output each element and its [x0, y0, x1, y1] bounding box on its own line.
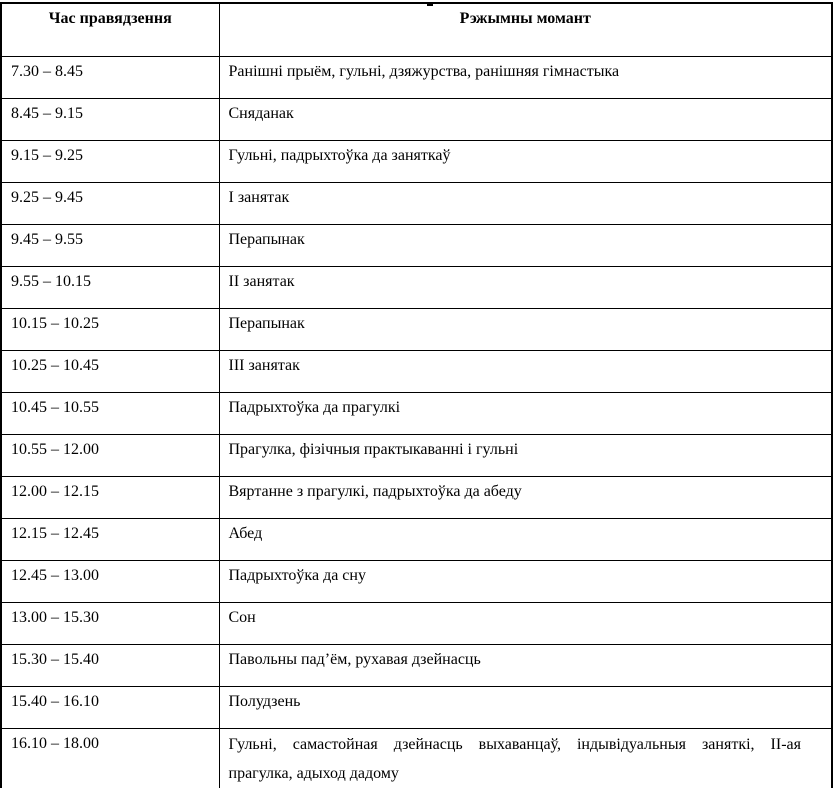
- activity-cell: Сон: [219, 602, 832, 644]
- table-row: [1, 140, 832, 182]
- table-row: [1, 182, 832, 224]
- time-cell: 10.45 – 10.55: [1, 392, 219, 434]
- activity-cell: ІІ занятак: [219, 266, 832, 308]
- document-page: [0, 2, 835, 788]
- activity-cell: Прагулка, фізічныя практыкаванні і гульні: [219, 434, 832, 476]
- cropped-title-glyph: [427, 2, 433, 6]
- activity-cell: Полудзень: [219, 686, 832, 728]
- activity-cell: І занятак: [219, 182, 832, 224]
- table-row: [1, 602, 832, 644]
- table-row: [1, 434, 832, 476]
- time-cell: 10.25 – 10.45: [1, 350, 219, 392]
- table-row: [1, 224, 832, 266]
- table-row: [1, 266, 832, 308]
- table-body: [1, 56, 832, 788]
- time-cell: 16.10 – 18.00: [1, 728, 219, 788]
- activity-column-header: Рэжымны момант: [219, 3, 832, 56]
- schedule-table: [0, 2, 833, 788]
- table-row: [1, 644, 832, 686]
- table-row: [1, 476, 832, 518]
- table-row: [1, 392, 832, 434]
- table-row: [1, 308, 832, 350]
- time-cell: 15.40 – 16.10: [1, 686, 219, 728]
- activity-cell: Перапынак: [219, 224, 832, 266]
- activity-cell: Сняданак: [219, 98, 832, 140]
- time-column-header: Час правядзення: [1, 3, 219, 56]
- table-row: [1, 98, 832, 140]
- time-cell: 13.00 – 15.30: [1, 602, 219, 644]
- activity-cell: Павольны пад’ём, рухавая дзейнасць: [219, 644, 832, 686]
- time-cell: 12.45 – 13.00: [1, 560, 219, 602]
- activity-cell: Падрыхтоўка да сну: [219, 560, 832, 602]
- activity-cell: Ранішні прыём, гульні, дзяжурства, ранішняя гімнастыка: [219, 56, 832, 98]
- time-cell: 8.45 – 9.15: [1, 98, 219, 140]
- time-cell: 10.55 – 12.00: [1, 434, 219, 476]
- activity-cell: Гульні, падрыхтоўка да заняткаў: [219, 140, 832, 182]
- time-cell: 9.55 – 10.15: [1, 266, 219, 308]
- activity-line: Гульні, самастойная дзейнасць выхаванцаў, індывідуальныя заняткі, ІІ-ая: [228, 735, 801, 753]
- activity-line: прагулка, адыход дадому: [228, 764, 399, 782]
- table-row: [1, 728, 832, 788]
- time-cell: 9.25 – 9.45: [1, 182, 219, 224]
- activity-cell: ІІІ занятак: [219, 350, 832, 392]
- activity-cell: Абед: [219, 518, 832, 560]
- table-row: [1, 686, 832, 728]
- activity-cell: Вяртанне з прагулкі, падрыхтоўка да абеду: [219, 476, 832, 518]
- table-row: [1, 518, 832, 560]
- time-cell: 7.30 – 8.45: [1, 56, 219, 98]
- time-cell: 9.45 – 9.55: [1, 224, 219, 266]
- table-row: [1, 56, 832, 98]
- activity-cell: Перапынак: [219, 308, 832, 350]
- table-row: [1, 350, 832, 392]
- time-cell: 15.30 – 15.40: [1, 644, 219, 686]
- header-row: [1, 3, 832, 56]
- time-cell: 12.00 – 12.15: [1, 476, 219, 518]
- time-cell: 9.15 – 9.25: [1, 140, 219, 182]
- table-row: [1, 560, 832, 602]
- time-cell: 10.15 – 10.25: [1, 308, 219, 350]
- activity-cell: Падрыхтоўка да прагулкі: [219, 392, 832, 434]
- time-cell: 12.15 – 12.45: [1, 518, 219, 560]
- activity-cell: [219, 728, 832, 788]
